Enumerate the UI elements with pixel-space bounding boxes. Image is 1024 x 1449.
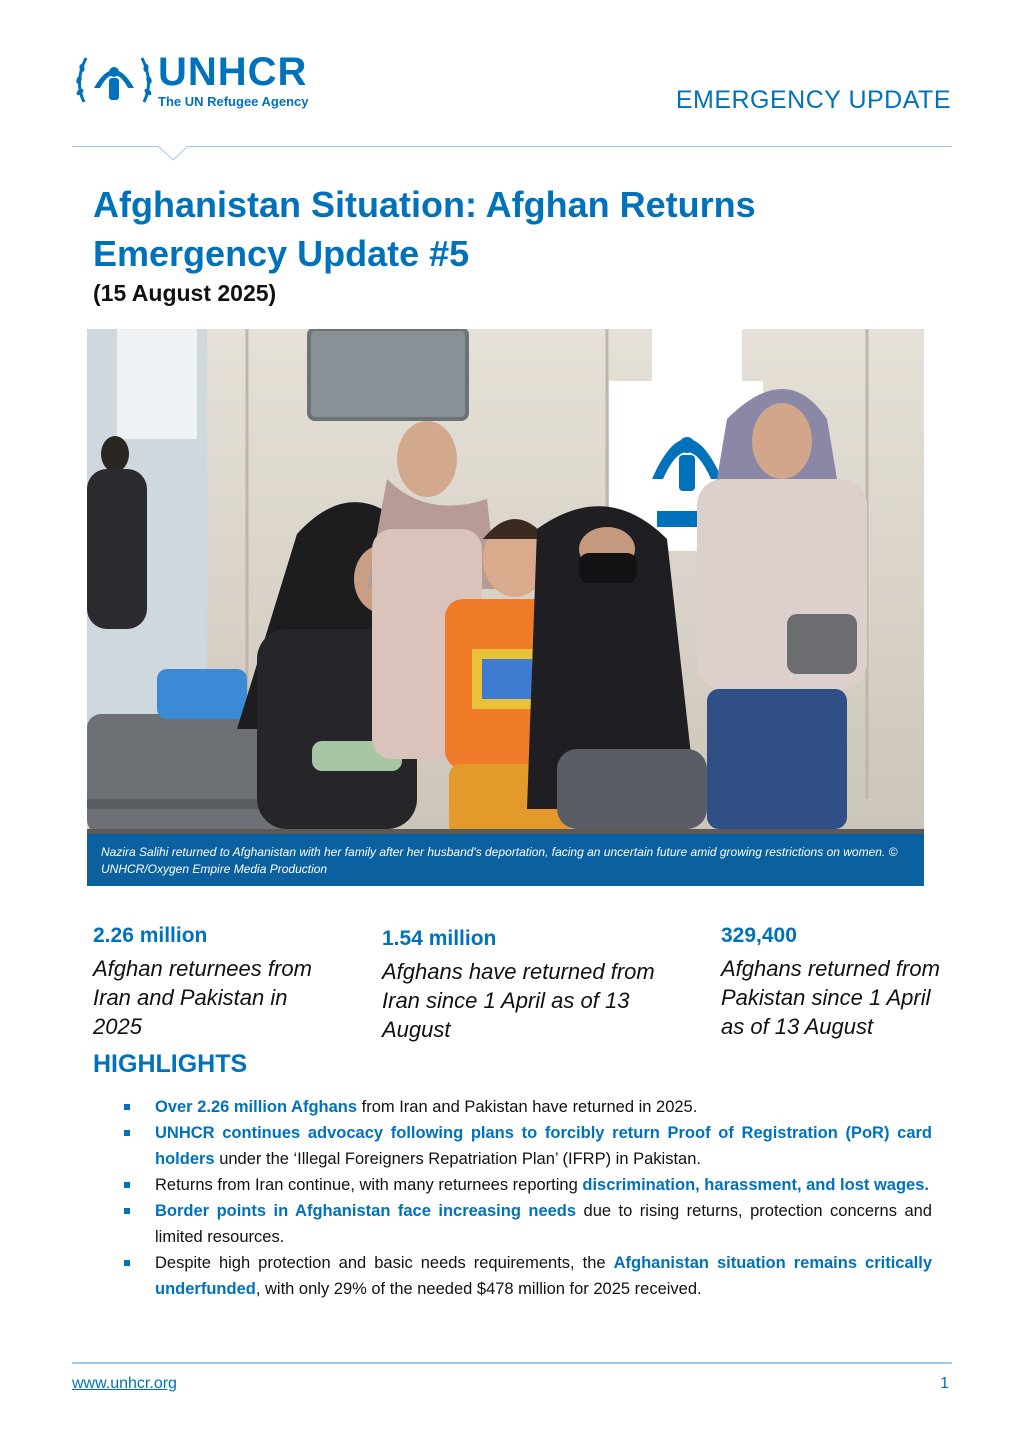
title-line-2: Emergency Update #5 xyxy=(93,233,470,274)
list-item: Returns from Iran continue, with many returnees reporting discrimination, harassment, and lost wages. xyxy=(120,1172,932,1198)
cover-photo xyxy=(87,329,924,886)
report-type-label: EMERGENCY UPDATE xyxy=(675,86,951,114)
list-item: Border points in Afghanistan face increasing needs due to rising returns, protection concerns and limited resources. xyxy=(120,1198,932,1250)
bullet-icon xyxy=(124,1182,130,1188)
logo-wordmark: UNHCR xyxy=(158,50,308,94)
family-photo-illustration xyxy=(87,329,924,886)
page-title xyxy=(93,180,853,278)
bullet-icon xyxy=(124,1104,130,1110)
bullet-icon xyxy=(124,1208,130,1214)
bullet-icon xyxy=(124,1260,130,1266)
header-notch-icon xyxy=(158,146,188,162)
title-line-1: Afghanistan Situation: Afghan Returns xyxy=(93,184,756,225)
header-divider xyxy=(72,146,952,147)
stat-value: 1.54 million xyxy=(382,927,497,950)
stat-label: Afghan returnees from Iran and Pakistan in 2025 xyxy=(93,956,312,1039)
stat-value: 2.26 million xyxy=(93,924,208,947)
stat-total-returnees xyxy=(93,924,333,1041)
unhcr-emblem-icon xyxy=(72,48,156,114)
list-item: Over 2.26 million Afghans from Iran and Pakistan have returned in 2025. xyxy=(120,1094,932,1120)
stat-pakistan-returns xyxy=(721,924,946,1041)
list-item: UNHCR continues advocacy following plans to forcibly return Proof of Registration (PoR) card holders under the ‘Illegal Foreigners Repatriation Plan’ (IFRP) in Pakistan. xyxy=(120,1120,932,1172)
page-number: 1 xyxy=(940,1375,949,1392)
highlights-heading: HIGHLIGHTS xyxy=(93,1050,248,1078)
stat-label: Afghans returned from Pakistan since 1 April as of 13 August xyxy=(721,956,940,1039)
report-date: (15 August 2025) xyxy=(93,280,277,306)
highlights-list xyxy=(120,1094,932,1302)
website-link[interactable]: www.unhcr.org xyxy=(72,1375,177,1392)
stat-value: 329,400 xyxy=(721,924,797,947)
footer-divider xyxy=(72,1362,952,1364)
bullet-icon xyxy=(124,1130,130,1136)
photo-caption: Nazira Salihi returned to Afghanistan with her family after her husband's deportation, facing an uncertain future amid growing restrictions on women. © UNHCR/Oxygen Empire Media Production xyxy=(87,834,924,886)
stat-iran-returns xyxy=(382,927,672,1044)
logo-tagline: The UN Refugee Agency xyxy=(158,94,309,109)
list-item: Despite high protection and basic needs requirements, the Afghanistan situation remains critically underfunded, with only 29% of the needed $478 million for 2025 received. xyxy=(120,1250,932,1302)
stat-label: Afghans have returned from Iran since 1 April as of 13 August xyxy=(382,959,655,1042)
